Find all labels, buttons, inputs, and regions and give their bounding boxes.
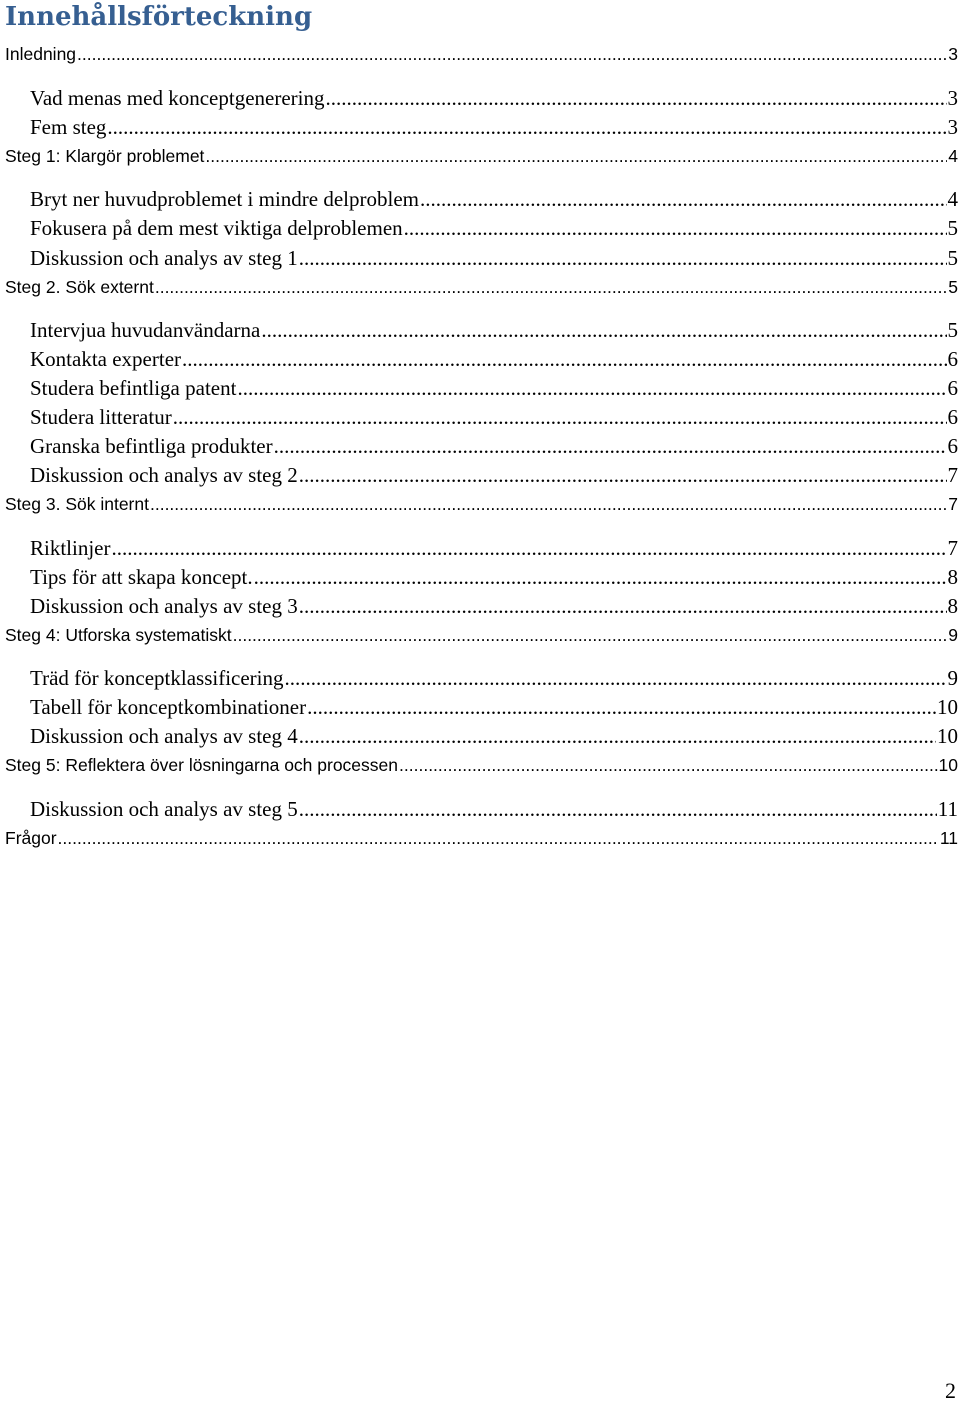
toc-entry-label: Vad menas med konceptgenerering [30,86,325,110]
dot-leader [77,42,947,66]
toc-entry-label: Diskussion och analys av steg 1 [30,246,298,270]
dot-leader [107,113,946,141]
toc-entry[interactable] [5,753,958,777]
toc-entry-page: 5 [947,318,958,342]
toc-entry[interactable] [30,563,958,591]
toc-entry-label: Träd för konceptklassificering [30,666,284,690]
toc-entry-page: 8 [947,565,958,589]
toc-entry[interactable] [30,693,958,721]
toc-entry-label: Frågor [5,828,57,848]
toc-entry-page: 6 [947,376,958,400]
toc-entry-label: Steg 4: Utforska systematiskt [5,625,232,645]
toc-entry[interactable] [30,432,958,460]
toc-entry-label: Granska befintliga produkter [30,434,273,458]
toc-entry-page: 10 [937,695,958,719]
dot-leader [299,795,937,823]
toc-entry[interactable] [30,113,958,141]
toc-entry-page: 5 [948,277,958,297]
toc-entry[interactable] [5,275,958,299]
toc-entry[interactable] [30,534,958,562]
dot-leader [285,664,947,692]
page-number: 2 [945,1378,956,1403]
toc-entry[interactable] [5,144,958,168]
toc-entry[interactable] [5,42,958,66]
toc-entry-page: 6 [947,434,958,458]
dot-leader [237,374,946,402]
dot-leader [58,826,939,850]
dot-leader [261,316,946,344]
toc-entry[interactable] [30,592,958,620]
toc-entry-page: 4 [947,187,958,211]
dot-leader [182,345,946,373]
toc-entry-label: Fem steg [30,115,107,139]
toc-entry-page: 3 [947,115,958,139]
toc-entry[interactable] [5,623,958,647]
toc-entry[interactable] [5,826,958,850]
toc-entry[interactable] [30,84,958,112]
toc-title: Innehållsförteckning [5,2,313,32]
dot-leader [254,563,947,591]
dot-leader [112,534,947,562]
toc-entry-label: Steg 5: Reflektera över lösningarna och processen [5,755,399,775]
toc-entry-page: 4 [948,146,958,166]
toc-entry-label: Bryt ner huvudproblemet i mindre delproblem [30,187,419,211]
toc-entry-label: Inledning [5,44,77,64]
toc-entry[interactable] [30,722,958,750]
toc-entry-page: 8 [947,594,958,618]
toc-entry-label: Tips för att skapa koncept. [30,565,253,589]
toc-entry-page: 11 [937,797,958,821]
toc-entry[interactable] [30,795,958,823]
toc-entry-label: Studera litteratur [30,405,172,429]
toc-entry-label: Steg 1: Klargör problemet [5,146,205,166]
toc-entry[interactable] [30,214,958,242]
toc-entry-page: 5 [947,216,958,240]
toc-entry-label: Intervjua huvudanvändarna [30,318,261,342]
dot-leader [155,275,947,299]
toc-entry-label: Tabell för konceptkombinationer [30,695,307,719]
toc-entry-page: 10 [938,755,958,775]
toc-entry[interactable] [30,316,958,344]
toc-entry[interactable] [30,403,958,431]
toc-entry[interactable] [5,492,958,516]
toc-entry-page: 9 [948,625,958,645]
toc-entry-page: 6 [947,347,958,371]
toc-entry-page: 9 [947,666,958,690]
toc-entry[interactable] [30,664,958,692]
toc-entry-page: 7 [947,536,958,560]
toc-entry-label: Riktlinjer [30,536,111,560]
toc-entry-page: 7 [947,463,958,487]
toc-entry-page: 6 [947,405,958,429]
toc-entry-label: Diskussion och analys av steg 5 [30,797,298,821]
dot-leader [274,432,947,460]
toc-entry[interactable] [30,374,958,402]
dot-leader [205,144,947,168]
toc-entry[interactable] [30,185,958,213]
dot-leader [399,753,938,777]
toc-entry-label: Diskussion och analys av steg 4 [30,724,298,748]
dot-leader [299,592,947,620]
dot-leader [325,84,946,112]
toc-entry-label: Kontakta experter [30,347,182,371]
toc-entry-page: 3 [947,86,958,110]
toc-entry-page: 11 [939,828,958,848]
toc-entry-label: Diskussion och analys av steg 3 [30,594,298,618]
toc-entry-label: Steg 3. Sök internt [5,494,149,514]
dot-leader [404,214,947,242]
toc-entry-label: Diskussion och analys av steg 2 [30,463,298,487]
dot-leader [299,244,947,272]
toc-entry[interactable] [30,461,958,489]
toc-entry-page: 5 [947,246,958,270]
dot-leader [299,461,947,489]
toc-entry-label: Fokusera på dem mest viktiga delproblemen [30,216,403,240]
dot-leader [299,722,936,750]
dot-leader [307,693,936,721]
toc-entry-page: 3 [948,44,958,64]
toc-entry-page: 7 [948,494,958,514]
dot-leader [173,403,947,431]
toc-entry[interactable] [30,244,958,272]
dot-leader [150,492,947,516]
toc-entry-label: Steg 2. Sök externt [5,277,154,297]
toc-entry-page: 10 [937,724,958,748]
toc-entry[interactable] [30,345,958,373]
dot-leader [233,623,948,647]
dot-leader [420,185,947,213]
toc-entry-label: Studera befintliga patent [30,376,237,400]
